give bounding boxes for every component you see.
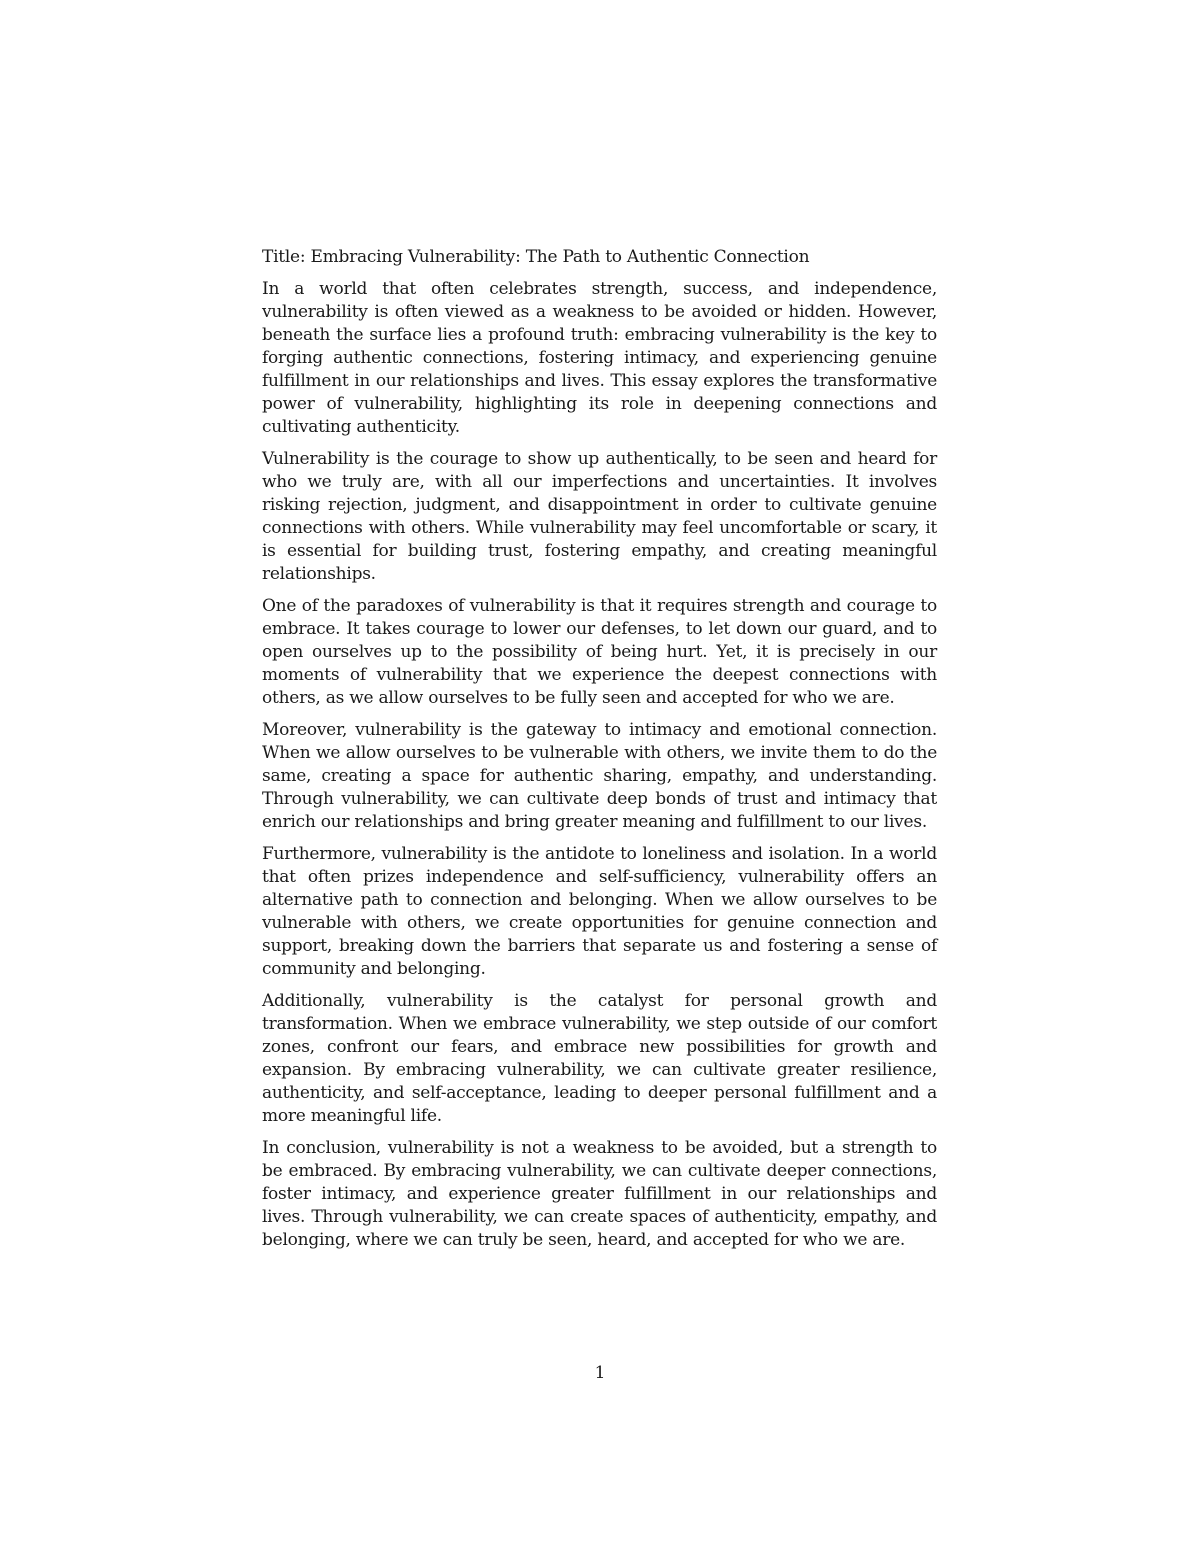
- paragraph-loneliness: Furthermore, vulnerability is the antidote to loneliness and isolation. In a world that often prizes independence and self-sufficiency, vulnerability offers an alternative path to connection and belonging. When we allow ourselves to be vulnerable with others, we create opportunities for genuine connection and support, breaking down the barriers that separate us and fostering a sense of community and belonging.: [262, 844, 937, 979]
- essay-title: Title: Embracing Vulnerability: The Path to Authentic Connection: [262, 247, 810, 267]
- paragraph-introduction: In a world that often celebrates strength, success, and independence, vulnerability is often viewed as a weakness to be avoided or hidden. However, beneath the surface lies a profound truth: embracing vulnerability is the key to forging authentic connections, fostering intimacy, and experiencing genuine fulfillment in our relationships and lives. This essay explores the transformative power of vulnerability, highlighting its role in deepening connections and cultivating authenticity.: [262, 279, 937, 437]
- paragraph-intimacy: Moreover, vulnerability is the gateway to intimacy and emotional connection. When we allow ourselves to be vulnerable with others, we invite them to do the same, creating a space for authentic sharing, empathy, and understanding. Through vulnerability, we can cultivate deep bonds of trust and intimacy that enrich our relationships and bring greater meaning and fulfillment to our lives.: [262, 720, 937, 832]
- paragraph-growth: Additionally, vulnerability is the catalyst for personal growth and transformation. When we embrace vulnerability, we step outside of our comfort zones, confront our fears, and embrace new possibilities for growth and expansion. By embracing vulnerability, we can cultivate greater resilience, authenticity, and self-acceptance, leading to deeper personal fulfillment and a more meaningful life.: [262, 991, 937, 1126]
- paragraph-paradox: One of the paradoxes of vulnerability is that it requires strength and courage to embrace. It takes courage to lower our defenses, to let down our guard, and to open ourselves up to the possibility of being hurt. Yet, it is precisely in our moments of vulnerability that we experience the deepest connections with others, as we allow ourselves to be fully seen and accepted for who we are.: [262, 596, 937, 708]
- essay-body: [262, 246, 937, 1261]
- paragraph-definition: Vulnerability is the courage to show up authentically, to be seen and heard for who we truly are, with all our imperfections and uncertainties. It involves risking rejection, judgment, and disappointment in order to cultivate genuine connections with others. While vulnerability may feel uncomfortable or scary, it is essential for building trust, fostering empathy, and creating meaningful relationships.: [262, 449, 937, 584]
- page-number: 1: [594, 1363, 606, 1383]
- paragraph-conclusion: In conclusion, vulnerability is not a weakness to be avoided, but a strength to be embraced. By embracing vulnerability, we can cultivate deeper connections, foster intimacy, and experience greater fulfillment in our relationships and lives. Through vulnerability, we can create spaces of authenticity, empathy, and belonging, where we can truly be seen, heard, and accepted for who we are.: [262, 1138, 937, 1250]
